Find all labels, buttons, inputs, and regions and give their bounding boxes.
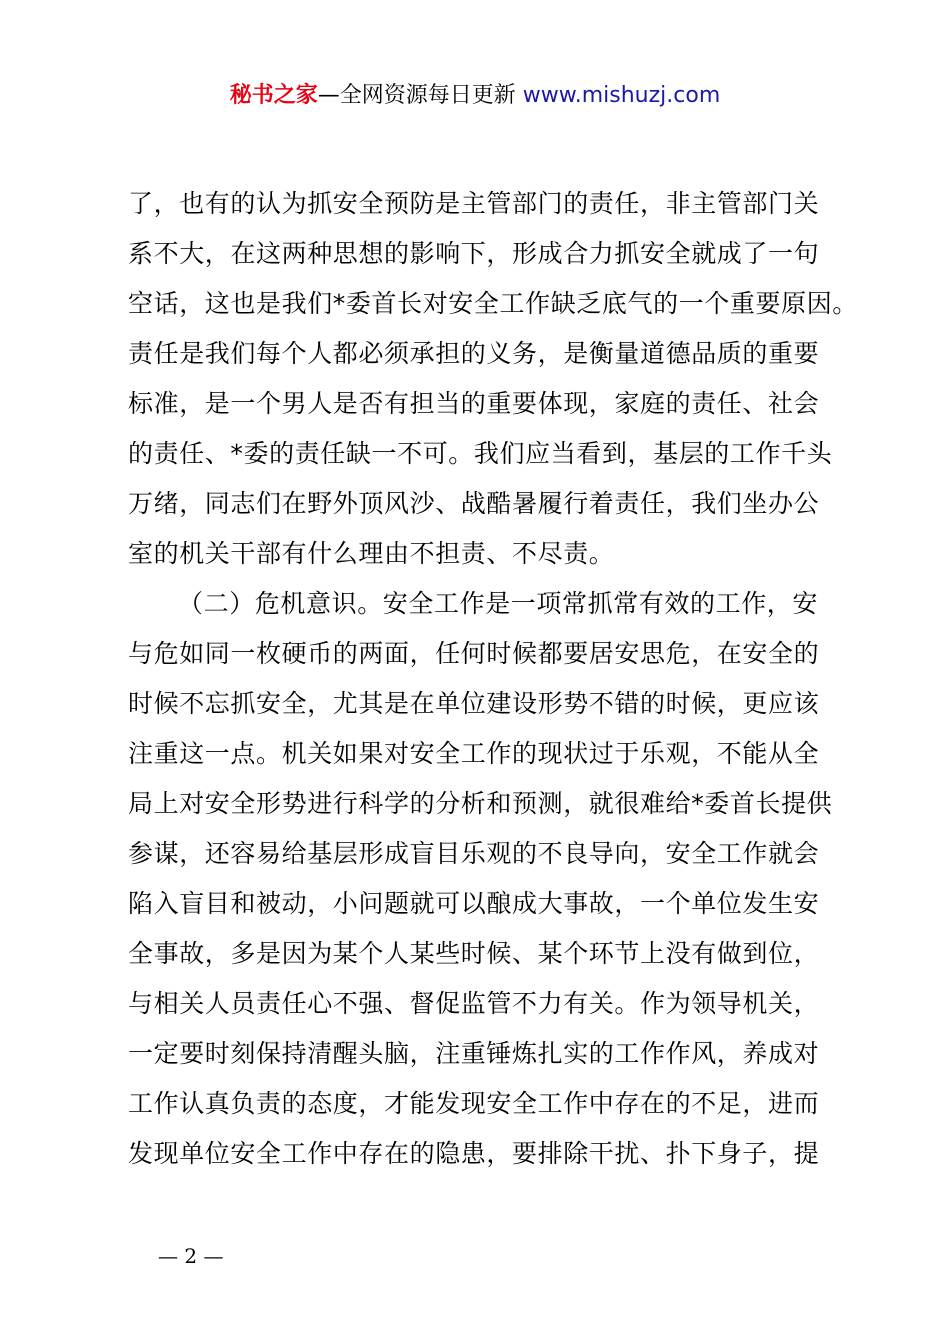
body-line-15: 陷入盲目和被动，小问题就可以酿成大事故，一个单位发生安 <box>128 889 820 918</box>
body-line-11: 时候不忘抓安全，尤其是在单位建设形势不错的时候，更应该 <box>128 689 820 718</box>
body-line-4: 责任是我们每个人都必须承担的义务，是衡量道德品质的重要 <box>128 339 820 368</box>
body-line-1: 了，也有的认为抓安全预防是主管部门的责任，非主管部门关 <box>128 189 820 218</box>
page-number: — 2 — <box>158 1244 224 1268</box>
body-line-5: 标准，是一个男人是否有担当的重要体现，家庭的责任、社会 <box>128 389 820 418</box>
body-line-20: 发现单位安全工作中存在的隐患，要排除干扰、扑下身子，提 <box>128 1139 820 1168</box>
body-line-10: 与危如同一枚硬币的两面，任何时候都要居安思危，在安全的 <box>128 639 820 668</box>
header-tagline: —全网资源每日更新 <box>317 83 516 108</box>
body-line-17: 与相关人员责任心不强、督促监管不力有关。作为领导机关， <box>128 989 820 1018</box>
body-line-6: 的责任、*委的责任缺一不可。我们应当看到，基层的工作千头 <box>128 439 833 468</box>
body-line-8: 室的机关干部有什么理由不担责、不尽责。 <box>128 539 615 568</box>
body-line-13: 局上对安全形势进行科学的分析和预测，就很难给*委首长提供 <box>128 789 833 818</box>
body-line-16: 全事故，多是因为某个人某些时候、某个环节上没有做到位， <box>128 939 820 968</box>
document-body <box>128 179 858 1179</box>
body-line-9: （二）危机意识。安全工作是一项常抓常有效的工作，安 <box>178 589 819 618</box>
body-line-3: 空话，这也是我们*委首长对安全工作缺乏底气的一个重要原因。 <box>128 289 858 318</box>
body-line-14: 参谋，还容易给基层形成盲目乐观的不良导向，安全工作就会 <box>128 839 820 868</box>
brand-name: 秘书之家 <box>229 83 318 108</box>
body-line-7: 万绪，同志们在野外顶风沙、战酷暑履行着责任，我们坐办公 <box>128 489 820 518</box>
body-line-12: 注重这一点。机关如果对安全工作的现状过于乐观，不能从全 <box>128 739 820 768</box>
site-header <box>0 80 950 112</box>
body-line-19: 工作认真负责的态度，才能发现安全工作中存在的不足，进而 <box>128 1089 820 1118</box>
body-line-2: 系不大，在这两种思想的影响下，形成合力抓安全就成了一句 <box>128 239 820 268</box>
body-line-18: 一定要时刻保持清醒头脑，注重锤炼扎实的工作作风，养成对 <box>128 1039 820 1068</box>
site-url-link[interactable]: www.mishuzj.com <box>522 83 721 108</box>
